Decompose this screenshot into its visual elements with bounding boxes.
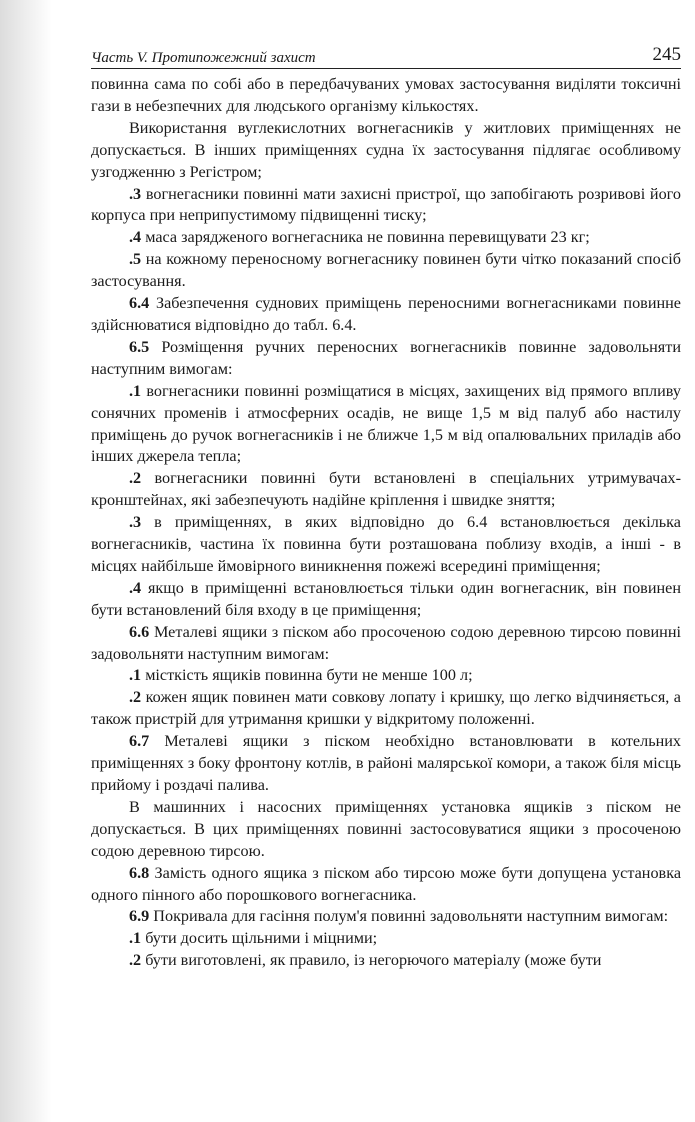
list-item: .1 вогнегасники повинні розміщатися в місцях, захищених від прямого впливу сонячних променів і атмосферних осадів, не вище 1,5 м від палуб або настилу приміщень до ручок вогнегасників і не ближче 1,5 м від опалювальних приладів або інших джерела тепла; bbox=[91, 381, 681, 466]
section-paragraph: 6.6 Металеві ящики з піском або просоченою содою деревною тирсою повинні задовольняти наступним вимогам: bbox=[91, 622, 681, 663]
list-item: .2 кожен ящик повинен мати совкову лопату і кришку, що легко відчиняється, а також пристрій для утримання кришки у відкритому положенні. bbox=[91, 688, 681, 729]
running-header bbox=[91, 44, 681, 69]
section-paragraph: 6.4 Забезпечення суднових приміщень переносними вогнегасниками повинне здійснюватися відповідно до табл. 6.4. bbox=[91, 294, 681, 334]
list-item: .2 вогнегасники повинні бути встановлені в спеціальних утримувачах-кронштейнах, які забезпечують надійне кріплення і швидке зняття; bbox=[91, 469, 681, 510]
page-number: 245 bbox=[652, 44, 681, 65]
list-item: .5 на кожному переносному вогнегаснику повинен бути чітко показаний спосіб застосування. bbox=[91, 250, 681, 291]
list-item: .1 бути досить щільними і міцними; bbox=[129, 929, 378, 948]
paragraph: Використання вуглекислотних вогнегасників у житлових приміщеннях не допускається. В інших приміщеннях судна їх застосування підлягає особливому узгодженню з Регістром; bbox=[91, 118, 681, 181]
chapter-title: Часть V. Протипожежний захист bbox=[91, 50, 316, 66]
section-paragraph: 6.9 Покривала для гасіння полум'я повинні задовольняти наступним вимогам: bbox=[129, 907, 669, 926]
paragraph: повинна сама по собі або в передбачуваних умовах застосування виділяти токсичні гази в небезпечних для людського організму кількостях. bbox=[91, 75, 681, 115]
list-item: .1 місткість ящиків повинна бути не менше 100 л; bbox=[129, 666, 473, 685]
paragraph: В машинних і насосних приміщеннях установка ящиків з піском не допускається. В цих приміщеннях повинні застосовуватися ящики з просоченою содою деревною тирсою. bbox=[91, 797, 681, 860]
body-text bbox=[91, 74, 681, 972]
list-item: .2 бути виготовлені, як правило, із негорючого матеріалу (може бути bbox=[129, 951, 602, 970]
scan-shadow bbox=[0, 0, 52, 1122]
section-paragraph: 6.7 Металеві ящики з піском необхідно встановлювати в котельних приміщеннях з боку фронтону котлів, в районі малярської комори, а також біля місць прийому і роздачі палива. bbox=[91, 732, 681, 794]
list-item: .3 в приміщеннях, в яких відповідно до 6.4 встановлюється декілька вогнегасників, частина їх повинна бути розташована поблизу входів, а інші - в місцях найбільше ймовірного виникнення пожежі всередині приміщення; bbox=[91, 513, 681, 575]
list-item: .4 маса зарядженого вогнегасника не повинна перевищувати 23 кг; bbox=[129, 228, 590, 247]
section-paragraph: 6.8 Замість одного ящика з піском або тирсою може бути допущена установка одного пінного або порошкового вогнегасника. bbox=[91, 863, 681, 904]
list-item: .3 вогнегасники повинні мати захисні пристрої, що запобігають розривові його корпуса при неприпустимому підвищенні тиску; bbox=[91, 184, 681, 225]
list-item: .4 якщо в приміщенні встановлюється тільки один вогнегасник, він повинен бути встановлений біля входу в це приміщення; bbox=[91, 578, 681, 619]
section-paragraph: 6.5 Розміщення ручних переносних вогнегасників повинне задовольняти наступним вимогам: bbox=[91, 337, 681, 378]
